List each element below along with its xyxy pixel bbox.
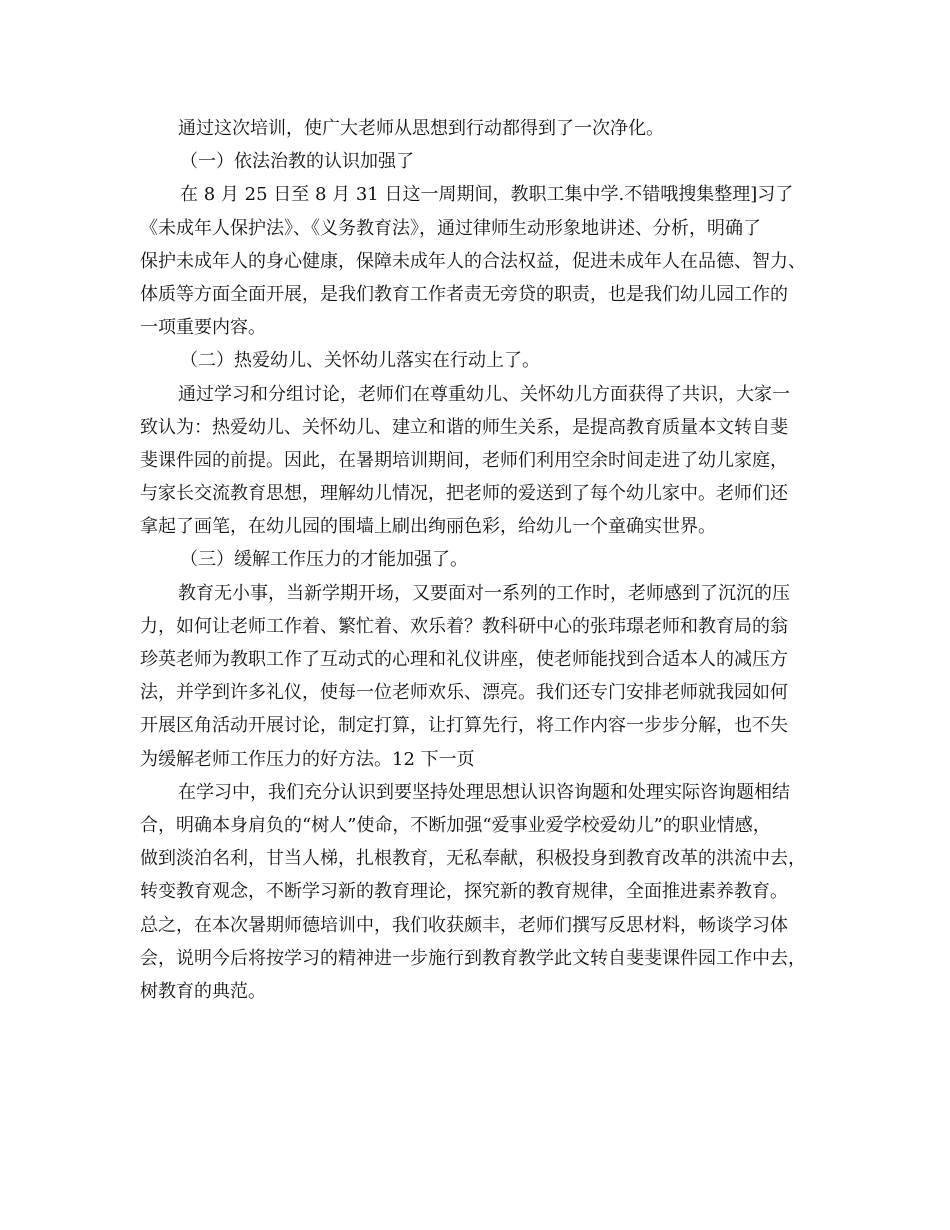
paragraph-line: 教育无小事，当新学期开场，又要面对一系列的工作时，老师感到了沉沉的压 (178, 582, 790, 604)
paragraph-line: 与家长交流教育思想，理解幼儿情况，把老师的爱送到了每个幼儿家中。老师们还 (140, 483, 788, 505)
paragraph-line: 通过学习和分组讨论，老师们在尊重幼儿、关怀幼儿方面获得了共识，大家一 (178, 383, 790, 405)
paragraph-line: 珍英老师为教职工作了互动式的心理和礼仪讲座，使老师能找到合适本人的减压方 (140, 649, 788, 670)
section-heading: （一）依法治教的认识加强了 (180, 151, 414, 173)
paragraph-line: 总之，在本次暑期师德培训中，我们收获颇丰，老师们撰写反思材料，畅谈学习体 (140, 914, 788, 936)
paragraph-line: 一项重要内容。 (140, 317, 266, 339)
paragraph-line: 在学习中，我们充分认识到要坚持处理思想认识咨询题和处理实际咨询题相结 (178, 781, 790, 803)
paragraph-line: 保护未成年人的身心健康，保障未成年人的合法权益，促进未成年人在品德、智力、 (140, 250, 806, 272)
paragraph-line: 法，并学到许多礼仪，使每一位老师欢乐、漂亮。我们还专门安排老师就我园如何 (140, 682, 788, 704)
paragraph-line: 合，明确本身肩负的“树人”使命，不断加强“爱事业爱学校爱幼儿”的职业情感， (140, 814, 771, 836)
paragraph-line: 力，如何让老师工作着、繁忙着、欢乐着？教科研中心的张玮璟老师和教育局的翁 (140, 615, 788, 637)
paragraph-line: 转变教育观念，不断学习新的教育理论，探究新的教育规律，全面推进素养教育。 (140, 881, 788, 903)
paragraph-line: 做到淡泊名利，甘当人梯，扎根教育，无私奉献，积极投身到教育改革的洪流中去， (140, 848, 806, 870)
paragraph-line: 《未成年人保护法》、《义务教育法》，通过律师生动形象地讲述、分析，明确了 (140, 217, 761, 239)
paragraph-line: 体质等方面全面开展，是我们教育工作者责无旁贷的职责，也是我们幼儿园工作的 (140, 283, 788, 305)
paragraph-line: 通过这次培训，使广大老师从思想到行动都得到了一次净化。 (178, 118, 664, 139)
paragraph-line: 开展区角活动开展讨论，制定打算，让打算先行，将工作内容一步步分解，也不失 (140, 715, 788, 737)
document-body (140, 112, 830, 1008)
paragraph-line: 致认为：热爱幼儿、关怀幼儿、建立和谐的师生关系，是提高教育质量本文转自斐 (140, 416, 788, 438)
paragraph-line: 树教育的典范。 (140, 980, 266, 1002)
paragraph-line: 在 8 月 25 日至 8 月 31 日这一周期间，教职工集中学.不错哦搜集整理]习了 (180, 184, 794, 206)
paragraph-line: 会，说明今后将按学习的精神进一步施行到教育教学此文转自斐斐课件园工作中去， (140, 947, 806, 969)
paragraph-line: 拿起了画笔，在幼儿园的围墙上刷出绚丽色彩，给幼儿一个童确实世界。 (140, 516, 716, 538)
section-heading: （二）热爱幼儿、关怀幼儿落实在行动上了。 (180, 350, 540, 372)
paragraph-line: 为缓解老师工作压力的好方法。12 下一页 (140, 748, 475, 770)
section-heading: （三）缓解工作压力的才能加强了。 (180, 549, 468, 571)
paragraph-line: 斐课件园的前提。因此，在暑期培训期间，老师们利用空余时间走进了幼儿家庭， (140, 449, 788, 471)
